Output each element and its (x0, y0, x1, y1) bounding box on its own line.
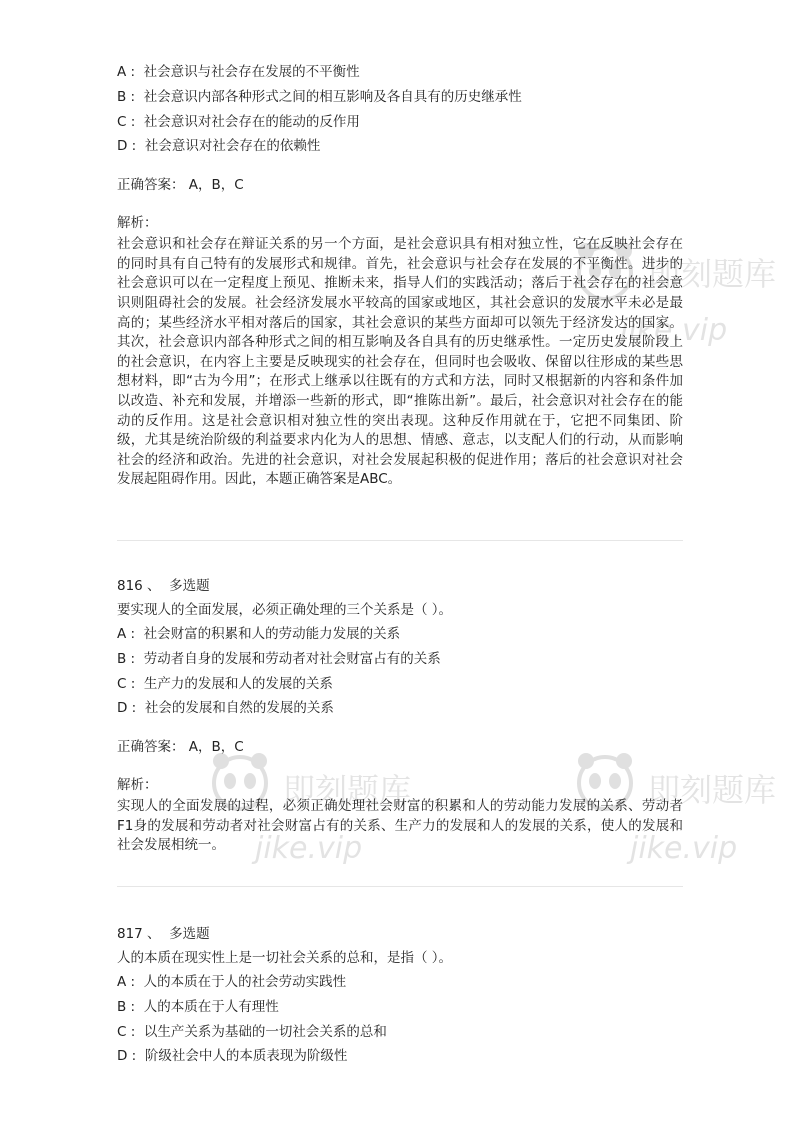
watermark-text: 即刻题库 (648, 771, 777, 809)
analysis-text: 实现人的全面发展的过程，必须正确处理社会财富的积累和人的劳动能力发展的关系、劳动者F1身的发展和劳动者对社会财富占有的关系、生产力的发展和人的发展的关系，使人的发展和社会发展相统一。 (117, 798, 683, 854)
watermark-url: jike.vip (620, 313, 728, 348)
analysis-label: 解析： (117, 777, 158, 794)
option-a[interactable]: A : 人的本质在于人的社会劳动实践性 (117, 974, 347, 990)
option-d[interactable]: D : 阶级社会中人的本质表现为阶级性 (117, 1048, 348, 1065)
question-header: 817 、 多选题 (117, 926, 210, 942)
watermark-text: 即刻题库 (648, 255, 777, 293)
option-b[interactable]: B : 社会意识内部各种形式之间的相互影响及各自具有的历史继承性 (117, 88, 522, 105)
watermark-url: jike.vip (255, 831, 363, 866)
question-816 (117, 574, 683, 856)
divider (117, 540, 683, 541)
divider (117, 886, 683, 887)
watermark-url: jike.vip (630, 831, 738, 866)
analysis-label: 解析： (117, 215, 158, 232)
option-d[interactable]: D : 社会意识对社会存在的依赖性 (117, 138, 321, 155)
question-815 (117, 60, 683, 490)
option-c[interactable]: C : 生产力的发展和人的发展的关系 (117, 675, 333, 692)
correct-answer: 正确答案： A，B，C (117, 739, 244, 756)
option-c[interactable]: C : 以生产关系为基础的一切社会关系的总和 (117, 1023, 387, 1040)
option-a[interactable]: A : 社会财富的积累和人的劳动能力发展的关系 (117, 626, 401, 642)
option-b[interactable]: B : 人的本质在于人有理性 (117, 998, 279, 1015)
option-a[interactable]: A : 社会意识与社会存在发展的不平衡性 (117, 64, 360, 80)
option-b[interactable]: B : 劳动者自身的发展和劳动者对社会财富占有的关系 (117, 650, 441, 667)
option-c[interactable]: C : 社会意识对社会存在的能动的反作用 (117, 113, 360, 130)
question-stem: 人的本质在现实性上是一切社会关系的总和，是指（ ）。 (117, 950, 453, 966)
analysis-text: 社会意识和社会存在辩证关系的另一个方面，是社会意识具有相对独立性，它在反映社会存在的同时具有自己特有的发展形式和规律。首先，社会意识与社会存在发展的不平衡性。进步的社会意识可以在一定程度上预见、推断未来，指导人们的实践活动；落后于社会存在的社会意识则阻碍社会的发展。社会经济发展水平较高的国家或地区，其社会意识的发展水平未必是最高的；某些经济水平相对落后的国家，其社会意识的某些方面却可以领先于经济发达的国家。其次，社会意识内部各种形式之间的相互影响及各自具有的历史继承性。一定历史发展阶段上的社会意识，在内容上主要是反映现实的社会存在，但同时也会吸收、保留以往形成的某些思想材料，即“古为今用”；在形式上继承以往既有的方式和方法，同时又根据新的内容和条件加以改造、补充和发展，并增添一些新的形式，即“推陈出新”。最后，社会意识对社会存在的能动的反作用。这是社会意识相对独立性的突出表现。这种反作用就在于，它把不同集团、阶级，尤其是统治阶级的利益要求内化为人的思想、情感、意志，以支配人们的行动，从而影响社会的经济和政治。先进的社会意识，对社会发展起积极的促进作用；落后的社会意识对社会发展起阻碍作用。因此，本题正确答案是ABC。 (117, 236, 683, 488)
watermark-text: 即刻题库 (283, 771, 412, 809)
question-817 (117, 922, 683, 1069)
question-header: 816 、 多选题 (117, 578, 210, 594)
question-stem: 要实现人的全面发展，必须正确处理的三个关系是（ ）。 (117, 602, 453, 618)
option-d[interactable]: D : 社会的发展和自然的发展的关系 (117, 700, 334, 717)
correct-answer: 正确答案： A，B，C (117, 177, 244, 194)
